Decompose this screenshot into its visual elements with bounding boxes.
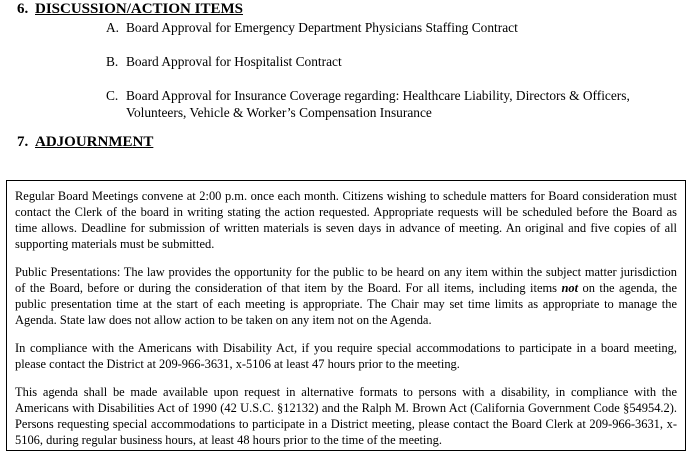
regular-meetings-paragraph (15, 188, 677, 252)
item-text-line1: Board Approval for Insurance Coverage regarding: Healthcare Liability, Directors & Officers, (126, 88, 630, 103)
regular-meetings-lead: Regular Board Meetings (15, 189, 139, 203)
public-presentations-emphasis: not (561, 281, 579, 295)
section-number: 6. (17, 1, 29, 17)
item-text-line2: Volunteers, Vehicle & Worker’s Compensation Insurance (126, 105, 432, 120)
item-letter: B. (106, 54, 119, 69)
notice-box (6, 180, 686, 451)
item-text: Board Approval for Emergency Department Physicians Staffing Contract (126, 20, 518, 35)
section-number: 7. (17, 134, 29, 150)
item-text: Board Approval for Hospitalist Contract (126, 54, 342, 69)
agenda-item-b (106, 53, 686, 70)
public-presentations-paragraph (15, 264, 677, 328)
section-title: DISCUSSION/ACTION ITEMS (35, 1, 243, 17)
ada-compliance-paragraph: In compliance with the Americans with Disability Act, if you require special accommodations to participate in a board meeting, please contact the District at 209-966-3631, x-5106 at least 47 hours prior to the meeting. (15, 341, 677, 371)
agenda-item-a (106, 19, 686, 36)
item-letter: C. (106, 88, 119, 103)
public-presentations-lead: Public Presentations: (15, 265, 121, 279)
section-heading-adjournment (17, 134, 153, 151)
item-letter: A. (106, 20, 120, 35)
public-presentations-text-before: The law provides the opportunity for the public to be heard on any item within the subject matter jurisdiction of the Board, before or during the consideration of that item by the Board. For all items, including items (15, 265, 677, 295)
section-title: ADJOURNMENT (35, 134, 154, 150)
regular-meetings-text: convene at 2:00 p.m. once each month. Citizens wishing to schedule matters for Board consideration must contact the Clerk of the board in writing stating the action requested. Appropriate requests will be scheduled before the Board as time allows. Deadline for submission of written materials is seven days in advance of meeting. An original and five copies of all supporting materials must be submitted. (15, 189, 677, 251)
section-heading-discussion (17, 1, 243, 18)
public-presentations-text-after: on the agenda, the public presentation time at the start of each meeting is appropriate. The Chair may set time limits as appropriate to manage the Agenda. State law does not allow action to be taken on any item not on the Agenda. (15, 281, 678, 327)
agenda-item-c (106, 87, 684, 121)
alternative-formats-paragraph: This agenda shall be made available upon request in alternative formats to persons with a disability, in compliance with the Americans with Disabilities Act of 1990 (42 U.S.C. §12132) and the Ralph M. Brown Act (California Government Code §54954.2). Persons requesting special accommodations to participate in a District meeting, please contact the Board Clerk at 209-966-3631, x-5106, during regular business hours, at least 48 hours prior to the time of the meeting. (15, 385, 677, 447)
